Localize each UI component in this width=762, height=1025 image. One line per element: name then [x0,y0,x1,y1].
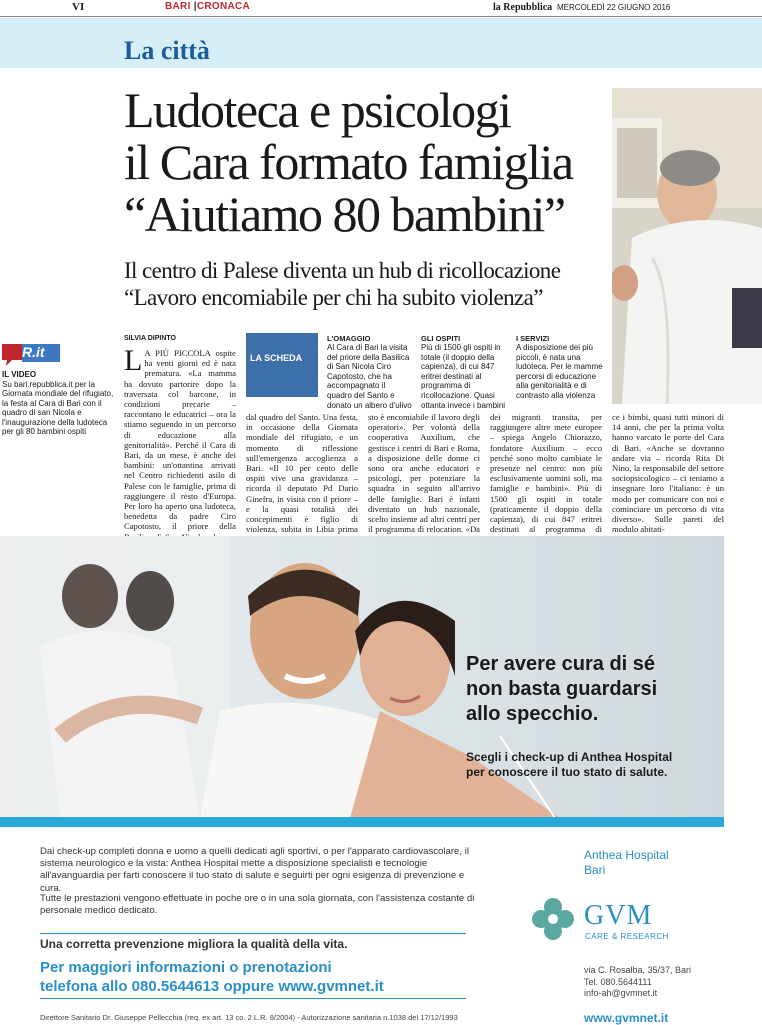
scheda-item-text: Più di 1500 gli ospiti in totale (il doppio della capienza), di cui 847 eritrei destinati al programma di ricollocazione. Quasi ottanta invece i bambini [421,343,506,410]
ad-slogan-line: non basta guardarsi [466,678,658,700]
scheda-item-head: L'OMAGGIO [327,334,371,343]
video-description: Su bari.repubblica.it per la Giornata mondiale del rifugiato, la festa al Cara di Bari con il quadro di san Nicola e l'inaugurazione della ludoteca per gli 80 bambini ospiti [2,379,114,436]
ad-divider [40,933,466,934]
byline: SILVIA DIPINTO [124,335,176,342]
article-text: A PIÙ PICCOLA ospite ha venti giorni ed è nata prematura. «La mamma ha dovuto partorire dopo la traversata col barcone, in condizioni precarie – raccontano le educatrici – ora la stiamo seguendo in un percorso di educazione alla genitorialità». Perché il Cara di Bari, da un mese, è anche dei bambini: un'ottantina arrivati nel Centro richiedenti asilo di Palese con le famiglie, prima di raggiungere il resto d'Europa. Per loro ha aperto una ludoteca, benedetta da padre Ciro Capotosto, il priore della [124,348,236,532]
section-label: BARI |CRONACA [165,1,251,12]
scheda-label: LA SCHEDA [250,353,303,363]
scheda-item [327,334,412,410]
article-column-1 [124,344,236,562]
phone-line: Tel. 080.5644111 [584,976,652,987]
photo-illustration [612,88,762,404]
page-header [0,0,762,17]
article-column-3: sto è encomiabile il lavoro degli operatori». Per volontà della cooperativa Auxilium, che gestisce i centri di Bari e Roma, a disposizione delle donne ci sono ora anche educatori e psicologi, per potenziare la squadra in seguito all'arrivo delle famiglie. Bari è infatti diventato un hub nazionale, scelto insieme ad altri centri per il programma di relocation. «Da [368,412,480,535]
subhead-line: Il centro di Palese diventa un hub di ricollocazione [124,258,561,283]
scheda-item-head: GLI OSPITI [421,334,461,343]
video-link-logo[interactable] [2,342,60,366]
scheda-item [516,334,606,401]
subhead-line: “Lavoro encomiabile per chi ha subito violenza” [124,285,543,310]
page-number: VI [72,1,85,13]
scheda-item-text: A disposizione dei più piccoli, è nata una ludoteca. Per le mamme percorsi di educazione alla genitorialità e di contrasto alla violenza [516,343,603,400]
ad-divider [40,998,466,999]
headline-line: “Aiutiamo 80 bambini” [124,186,565,242]
ad-footer: Direttore Sanitario Dr. Giuseppe Pellecchia (req. ex art. 13 co. 2 L.R. 8/2004) - Autorizzazione sanitaria n.1038 del 17/12/1993 [40,1013,458,1022]
brand-subtitle: CARE & RESEARCH [585,932,669,941]
ad-body-1: Dai check-up completi donna e uomo a quelli dedicati agli sportivi, o per l'apparato cardiovascolare, il sistema neurologico e la vista: Anthea Hospital mette a disposizione specialisti e tecnologie all'avanguardia per farti conoscere il tuo stato di salute e seguirti per ogni esigenza di prevenzione e cura. [40,846,469,894]
headline-line: il Cara formato famiglia [124,134,573,190]
hospital-name-line: Anthea Hospital [584,848,669,862]
article-column-2: dal quadro del Santo. Una festa, in occasione della Giornata mondiale del rifugiato, e un momento di riflessione sull'emergenza accoglienza a Bari. «Il 10 per cento delle ospiti vive una gravidanza – ricorda il deputato Pd Dario Ginefra, in visita con il priore – e la quasi totalità dei concepimenti è figlio di violenza, subita in Libia prima [246,412,358,535]
ad-tagline: Una corretta prevenzione migliora la qualità della vita. [40,937,348,951]
article-photo [612,88,762,404]
ad-slogan-line: allo specchio. [466,703,599,725]
masthead: la Repubblica [493,2,553,13]
scheda-arrow [246,333,318,397]
ad-sub-line: per conoscere il tuo stato di salute. [466,765,668,779]
ad-cta-line: Per maggiori informazioni o prenotazioni [40,959,332,976]
video-logo-text: R.it [22,344,45,360]
ad-subline [466,750,672,780]
address-line: via C. Rosalba, 35/37, Bari [584,965,692,975]
scheda-item-head: I SERVIZI [516,334,550,343]
headline [124,84,604,240]
scheda-item [421,334,506,410]
ad-cta-line: telefona allo 080.5644613 oppure www.gvmnet.it [40,978,384,995]
drop-cap: L [124,344,143,377]
ad-cta[interactable] [40,958,384,996]
section-band [0,18,762,68]
video-caption [2,370,120,437]
ad-body-2: Tutte le prestazioni vengono effettuate in poche ore o in una sola giornata, con l'assistenza costante di personale medico dedicato. [40,893,475,917]
scheda-box [246,333,318,397]
brand-name: GVM [584,900,653,931]
website-link[interactable]: www.gvmnet.it [584,1011,669,1025]
date: MERCOLEDÌ 22 GIUGNO 2016 [557,3,671,12]
scheda-item-text: Al Cara di Bari la visita del priore della Basilica di San Nicola Ciro Capotosto, che ha accompagnato il quadro del Santo e donato un albero d'ulivo [327,343,412,410]
headline-line: Ludoteca e psicologi [124,82,511,138]
ad-slogan-line: Per avere cura di sé [466,653,656,675]
hospital-name [584,848,669,878]
hospital-city: Bari [584,863,606,877]
article-column-4: dei migranti transita, per raggiungere altre mete europee – spiega Angelo Chiorazzo, fondatore Auxilium – ecco perché sono molto cambiate le presenze nel centro: non più esclusivamente uomini soli, ma famiglie e bambini». Più di 1500 gli ospiti in totale (praticamente il doppio della capienza), di cui 847 eritrei destinati al programma di [490,412,602,535]
address-block [584,965,691,1000]
subheadline [124,257,604,311]
ad-slogan [466,652,657,727]
email-line[interactable]: info-ah@gvmnet.it [584,988,658,998]
section-title: La città [124,36,210,65]
gvm-logo-icon [530,896,576,942]
clover-icon [530,896,576,942]
ad-accent-strip [0,817,724,827]
ad-sub-line: Scegli i check-up di Anthea Hospital [466,750,673,764]
article-column-5: ce i bimbi, quasi tutti minori di 14 anni, che per la prima volta hanno varcato le porte del Cara di Bari. «Anche se dovranno andare via – ricorda Rita Di Nino, la responsabile del settore sociopsicologico – ci teniamo a insegnare loro l'italiano: è un modo per comunicare con noi e cominciare un percorso di vita diverso». Sulle pareti del modulo abitati- [612,412,724,535]
video-label: IL VIDEO [2,370,37,379]
